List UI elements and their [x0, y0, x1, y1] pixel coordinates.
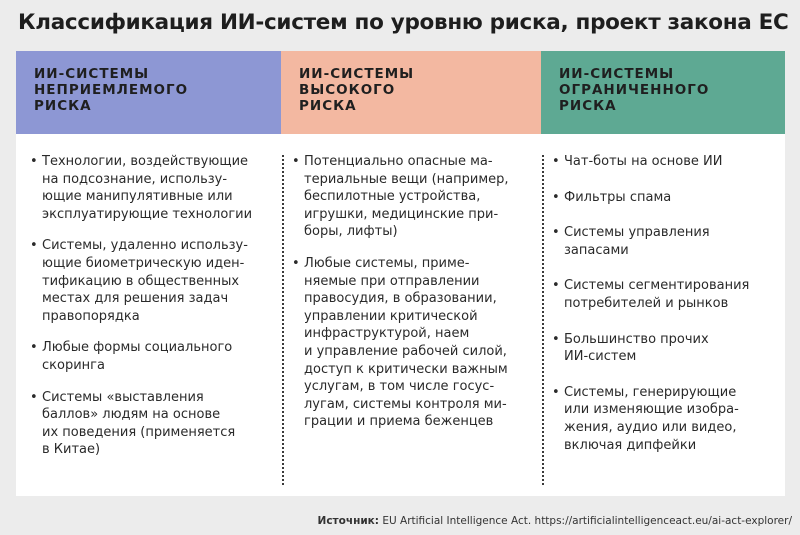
header-limited-risk: [541, 51, 785, 134]
risk-table: [16, 51, 785, 496]
list-item: [292, 153, 537, 241]
item-line: услугам, в том числе госус-: [304, 379, 495, 395]
item-line: • Большинство прочих: [564, 331, 709, 347]
item-line: тификацию в общественных: [42, 273, 240, 289]
item-line: • Системы «выставления: [42, 389, 204, 405]
header-line: ИИ-СИСТЕМЫ: [559, 66, 675, 82]
item-line: и управление рабочей силой,: [304, 343, 507, 359]
item-line: ющие биометрическую иден-: [42, 255, 245, 271]
list-item: [30, 389, 286, 459]
source-label: Источник:: [317, 515, 380, 527]
item-line: правопорядка: [42, 308, 140, 324]
item-line: • Системы управления: [564, 225, 710, 241]
item-line: ИИ-систем: [564, 349, 637, 365]
item-line: беспилотные устройства,: [304, 189, 481, 205]
item-line: запасами: [564, 242, 629, 258]
item-line: правосудия, в образовании,: [304, 291, 497, 307]
column-limited-risk: [552, 153, 778, 481]
list-item: [552, 384, 778, 454]
header-unacceptable-risk: [16, 51, 281, 134]
header-line: ВЫСОКОГО: [299, 82, 396, 98]
item-line: управлении критической: [304, 308, 478, 324]
list-item: [292, 255, 537, 431]
item-line: лугам, системы контроля ми-: [304, 396, 507, 412]
header-high-risk: [281, 51, 541, 134]
list-item: [552, 224, 778, 259]
header-line: РИСКА: [299, 98, 357, 114]
item-line: их поведения (применяется: [42, 424, 236, 440]
item-line: баллов» людям на основе: [42, 407, 221, 423]
item-line: • Любые формы социального: [42, 340, 233, 356]
item-line: на подсознание, использу-: [42, 171, 228, 187]
item-line: • Чат-боты на основе ИИ: [564, 154, 723, 169]
column-divider: [542, 155, 544, 485]
item-line: жения, аудио или видео,: [564, 419, 737, 435]
column-high-risk: [292, 153, 537, 481]
source-text: EU Artificial Intelligence Act. https://artificialintelligenceact.eu/ai-act-explorer/: [382, 515, 792, 527]
header-line: ИИ-СИСТЕМЫ: [34, 66, 150, 82]
item-line: • Любые системы, приме-: [304, 255, 470, 271]
page-title: Классификация ИИ-систем по уровню риска, проект закона ЕС: [18, 10, 789, 35]
item-line: включая дипфейки: [564, 437, 697, 453]
item-line: скоринга: [42, 357, 105, 373]
item-line: потребителей и рынков: [564, 295, 729, 311]
item-line: няемые при отправлении: [304, 273, 480, 289]
item-line: • Системы сегментирования: [564, 278, 750, 294]
item-line: местах для решения задач: [42, 291, 229, 307]
list-item: [552, 189, 778, 207]
item-line: • Системы, генерирующие: [564, 384, 737, 400]
item-line: ющие манипулятивные или: [42, 189, 233, 205]
item-line: в Китае): [42, 442, 101, 458]
item-line: • Технологии, воздействующие: [42, 154, 249, 169]
item-line: териальные вещи (например,: [304, 171, 509, 187]
header-line: НЕПРИЕМЛЕМОГО: [34, 82, 189, 98]
item-line: или изменяющие изобра-: [564, 402, 739, 418]
header-line: РИСКА: [559, 98, 617, 114]
item-line: игрушки, медицинские при-: [304, 206, 499, 222]
list-item: [30, 237, 286, 325]
list-item: [552, 331, 778, 366]
list-item: [552, 277, 778, 312]
header-line: ОГРАНИЧЕННОГО: [559, 82, 710, 98]
item-line: инфраструктурой, наем: [304, 326, 470, 342]
source-note: [318, 515, 792, 527]
item-line: грации и приема беженцев: [304, 414, 494, 430]
list-item: [30, 153, 286, 223]
list-item: [552, 153, 778, 171]
item-line: • Потенциально опасные ма-: [304, 154, 493, 169]
item-line: эксплуатирующие технологии: [42, 206, 253, 222]
column-unacceptable-risk: [30, 153, 286, 481]
item-line: • Фильтры спама: [564, 189, 672, 205]
item-line: доступ к критически важным: [304, 361, 508, 377]
item-line: боры, лифты): [304, 224, 398, 240]
header-line: ИИ-СИСТЕМЫ: [299, 66, 415, 82]
list-item: [30, 339, 286, 374]
item-line: • Системы, удаленно использу-: [42, 238, 248, 254]
header-line: РИСКА: [34, 98, 92, 114]
